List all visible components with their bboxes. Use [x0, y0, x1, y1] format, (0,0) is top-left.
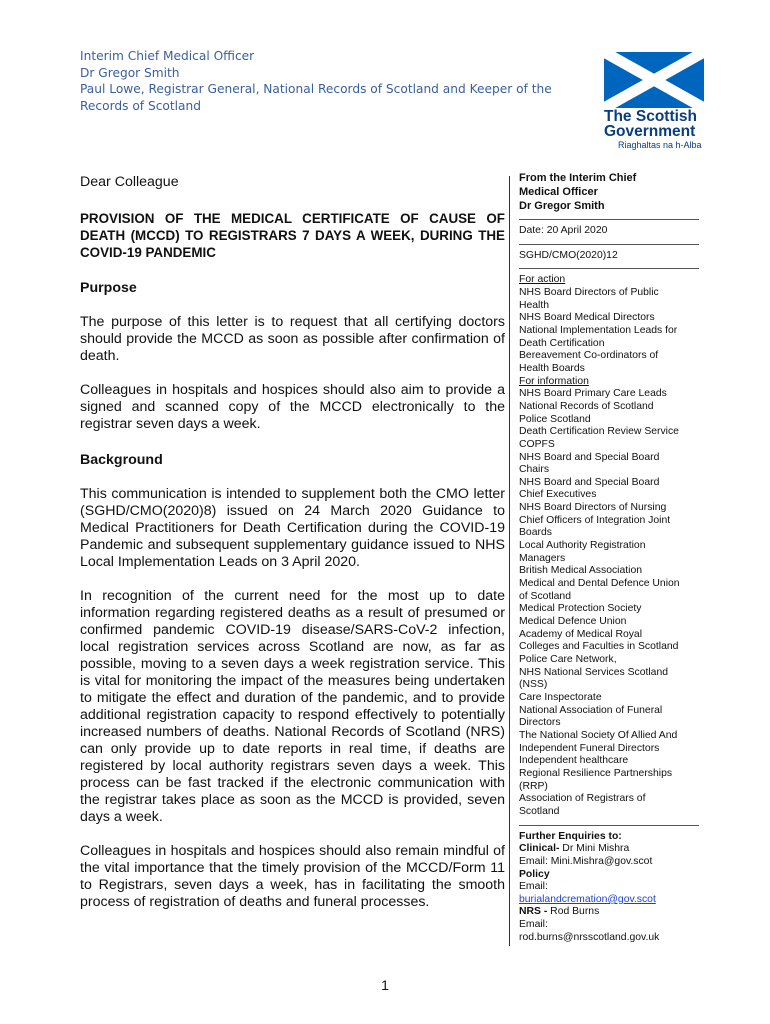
background-paragraph: This communication is intended to supplement both the CMO letter (SGHD/CMO(2020)8) issued on 24 March 2020 Guidance to Medical Practitioners for Death Certification during the COVID-19 Pandemic and subsequent supplementary guidance issued to NHS Local Implementation Leads on 3 April 2020. — [80, 486, 505, 570]
list-item: Health Boards — [519, 362, 585, 374]
government-logo-tagline: Riaghaltas na h-Alba — [618, 140, 702, 150]
letter-title: PROVISION OF THE MEDICAL CERTIFICATE OF CAUSE OF DEATH (MCCD) TO REGISTRARS 7 DAYS A WEEK, DURING THE COVID-19 PANDEMIC — [80, 211, 505, 260]
nrs-contact — [519, 906, 704, 919]
salutation: Dear Colleague — [80, 174, 179, 190]
sidebar-rule — [519, 238, 699, 245]
list-item: Care Inspectorate — [519, 691, 602, 703]
list-item: National Implementation Leads for — [519, 324, 678, 336]
letterhead-line: Dr Gregor Smith — [80, 65, 180, 80]
list-item: Directors — [519, 717, 561, 729]
column-divider — [509, 176, 510, 946]
list-item: Local Authority Registration — [519, 540, 646, 552]
nrs-email-label: Email: — [519, 919, 548, 931]
list-item: NHS Board Directors of Nursing — [519, 502, 667, 514]
list-item: NHS Board Medical Directors — [519, 312, 655, 324]
from-line: Medical Officer — [519, 186, 598, 198]
sidebar-rule — [519, 213, 699, 220]
list-item: Regional Resilience Partnerships — [519, 767, 673, 779]
list-item: British Medical Association — [519, 565, 643, 577]
list-item: NHS Board and Special Board — [519, 451, 660, 463]
list-item: National Association of Funeral — [519, 704, 663, 716]
list-item: Independent Funeral Directors — [519, 742, 660, 754]
list-item: Scotland — [519, 805, 560, 817]
page-number: 1 — [381, 977, 389, 993]
enquiries-label: Further Enquiries to: — [519, 830, 622, 842]
list-item: Medical Protection Society — [519, 603, 642, 615]
policy-label: Policy — [519, 868, 550, 880]
clinical-label: Clinical- — [519, 843, 560, 855]
list-item: Police Care Network, — [519, 654, 617, 665]
list-item: COPFS — [519, 438, 555, 450]
for-action-list — [519, 287, 704, 376]
list-item: Medical Defence Union — [519, 616, 627, 628]
list-item: Chairs — [519, 464, 550, 476]
list-item: Colleges and Faculties in Scotland — [519, 641, 679, 653]
purpose-heading: Purpose — [80, 280, 137, 296]
nrs-name: Rod Burns — [547, 906, 600, 918]
list-item: Police Scotland — [519, 413, 591, 425]
letterhead-names — [80, 48, 580, 114]
list-item: NHS Board Directors of Public — [519, 286, 659, 298]
letter-date: Date: 20 April 2020 — [519, 225, 608, 236]
clinical-contact — [519, 843, 704, 856]
background-heading: Background — [80, 452, 163, 468]
list-item: Association of Registrars of — [519, 793, 646, 805]
list-item: The National Society Of Allied And — [519, 729, 678, 741]
list-item: National Records of Scotland — [519, 400, 654, 412]
policy-email-label: Email: — [519, 881, 548, 893]
background-paragraph: Colleagues in hospitals and hospices should also remain mindful of the vital importance that the timely provision of the MCCD/Form 11 to Registrars, seven days a week, has in facilitating the smooth process of registration of deaths and funeral processes. — [80, 843, 505, 910]
policy-email-link[interactable]: burialandcremation@gov.scot — [519, 893, 656, 905]
letterhead-line: Interim Chief Medical Officer — [80, 49, 255, 63]
list-item: (NSS) — [519, 679, 548, 691]
list-item: of Scotland — [519, 590, 571, 602]
purpose-paragraph: Colleagues in hospitals and hospices should also aim to provide a signed and scanned copy of the MCCD electronically to the registrar seven days a week. — [80, 382, 505, 432]
letterhead-line: Paul Lowe, Registrar General, National Records of Scotland and Keeper of the — [80, 82, 552, 96]
from-line: Dr Gregor Smith — [519, 200, 605, 212]
list-item: Bereavement Co-ordinators of — [519, 350, 659, 362]
list-item: (RRP) — [519, 780, 548, 792]
list-item: Death Certification — [519, 337, 605, 349]
from-line: From the Interim Chief — [519, 172, 637, 184]
list-item: Medical and Dental Defence Union — [519, 578, 680, 590]
letterhead-line: Records of Scotland — [80, 98, 201, 113]
nrs-label: NRS - — [519, 906, 548, 918]
list-item: NHS Board Primary Care Leads — [519, 388, 667, 400]
background-paragraph: In recognition of the current need for the most up to date information regarding registered deaths as a result of presumed or confirmed pandemic COVID-19 disease/SARS-CoV-2 infection, local registration services across Scotland are now, as far as possible, moving to a seven days a week registration service. This is vital for monitoring the impact of the measures being undertaken to mitigate the effect and duration of the pandemic, and to provide additional registration capacity to respond effectively to potentially increased numbers of deaths. National Records of Scotland (NRS) can only provide up to date reports in real time, if deaths are registered by local authority registrars seven days a week. This process can be fast tracked if the electronic communication with the registrar takes place as soon as the MCCD is provided, seven days a week. — [80, 588, 505, 825]
letter-reference: SGHD/CMO(2020)12 — [519, 249, 618, 261]
list-item: Chief Officers of Integration Joint — [519, 514, 671, 526]
sidebar — [519, 171, 704, 944]
list-item: Chief Executives — [519, 489, 597, 501]
purpose-paragraph: The purpose of this letter is to request that all certifying doctors should provide the MCCD as soon as possible after confirmation of death. — [80, 314, 505, 364]
sidebar-rule — [519, 819, 699, 826]
government-logo-title: The Scottish Government — [604, 108, 698, 140]
list-item: Managers — [519, 552, 566, 564]
sidebar-rule — [519, 262, 699, 269]
list-item: Academy of Medical Royal — [519, 628, 643, 640]
list-item: NHS Board and Special Board — [519, 476, 660, 488]
list-item: NHS National Services Scotland — [519, 666, 669, 678]
for-action-label: For action — [519, 274, 566, 286]
for-information-label: For information — [519, 375, 589, 387]
for-information-list — [519, 388, 704, 818]
list-item: Boards — [519, 527, 552, 539]
letter-body — [80, 170, 505, 911]
clinical-name: Dr Mini Mishra — [559, 843, 630, 855]
clinical-email: Email: Mini.Mishra@gov.scot — [519, 855, 653, 867]
nrs-email: rod.burns@nrsscotland.gov.uk — [519, 931, 660, 943]
list-item: Independent healthcare — [519, 755, 629, 767]
list-item: Health — [519, 299, 550, 311]
list-item: Death Certification Review Service — [519, 426, 679, 438]
